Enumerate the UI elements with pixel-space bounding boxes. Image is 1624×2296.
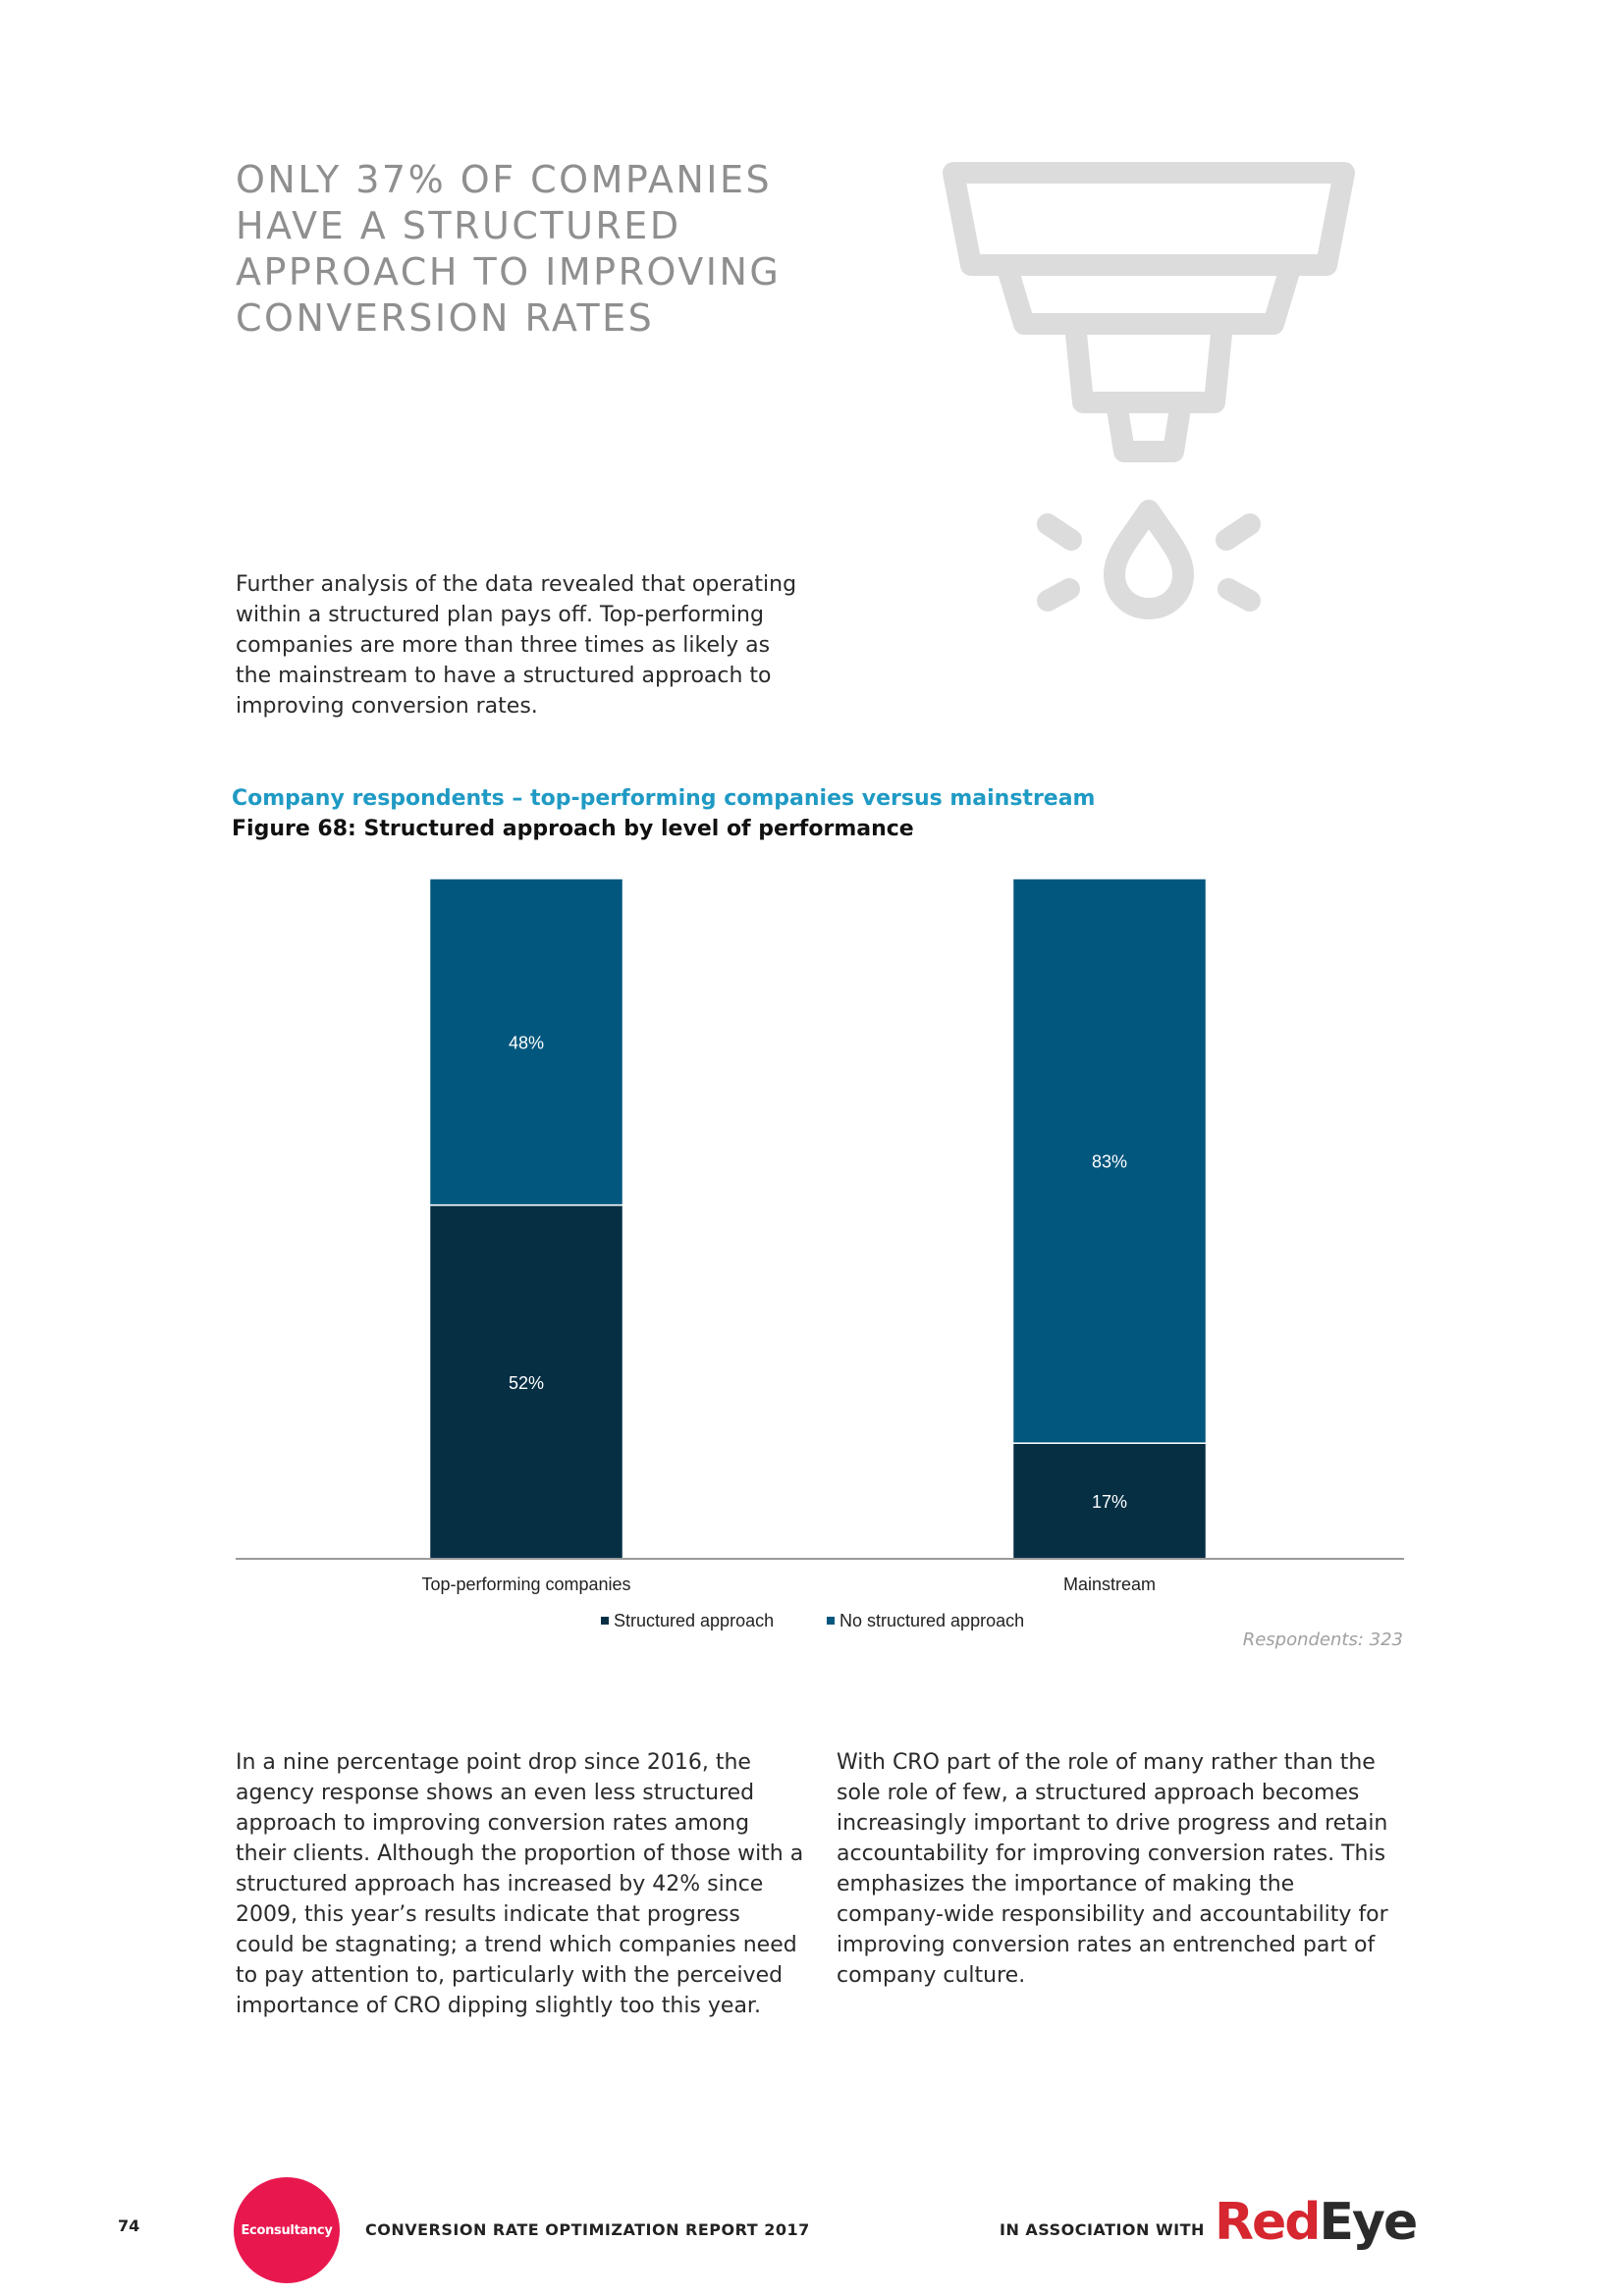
legend-label-2: No structured approach: [839, 1611, 1025, 1630]
association-label: IN ASSOCIATION WITH: [1000, 2220, 1205, 2239]
funnel-drop-icon: [938, 157, 1360, 628]
intro-paragraph: Further analysis of the data revealed that operating within a structured plan pays off. Top-performing companies are more than three times as likely as the mainstream to have a structured approach to improving conversion rates.: [236, 572, 797, 719]
bar-segment-no-structured-1: [430, 879, 623, 1205]
data-label-structured-1: 52%: [508, 1372, 545, 1393]
x-tick-label-1: Top-performing companies: [421, 1575, 631, 1594]
x-tick-label-2: Mainstream: [1062, 1575, 1157, 1594]
redeye-logo: [1215, 2193, 1416, 2252]
legend-swatch-2: [827, 1617, 835, 1625]
figure-title: Figure 68: Structured approach by level of performance: [232, 817, 914, 841]
redeye-logo-red: Red: [1215, 2193, 1320, 2252]
redeye-logo-eye: Eye: [1319, 2193, 1417, 2252]
data-label-structured-2: 17%: [1091, 1492, 1128, 1513]
data-label-no-structured-1: 48%: [508, 1033, 545, 1053]
report-title: CONVERSION RATE OPTIMIZATION REPORT 2017: [365, 2220, 810, 2239]
bar-segment-structured-1: [430, 1205, 623, 1559]
page-headline: ONLY 37% OF COMPANIES HAVE A STRUCTURED APPROACH TO IMPROVING CONVERSION RATES: [236, 158, 782, 340]
legend-label-1: Structured approach: [614, 1611, 775, 1630]
body-right-column: With CRO part of the role of many rather than the sole role of few, a structured approach becomes increasingly important to drive progress and retain accountability for improving conversion rates. This emphasizes the importance of making the company-wide responsibility and accountability for improving conversion rates an entrenched part of company culture.: [837, 1750, 1388, 1988]
data-label-no-structured-2: 83%: [1091, 1151, 1128, 1172]
econsultancy-logo: [234, 2177, 340, 2283]
legend-swatch-1: [601, 1617, 609, 1625]
page-number: 74: [118, 2216, 140, 2235]
bar-segment-structured-2: [1013, 1443, 1207, 1559]
figure-subtitle: Company respondents – top-performing companies versus mainstream: [232, 786, 1096, 811]
body-left-column: In a nine percentage point drop since 2016, the agency response shows an even less structured approach to improving conversion rates among their clients. Although the proportion of those with a structured approach has increased by 42% since 2009, this year’s results indicate that progress could be stagnating; a trend which companies need to pay attention to, particularly with the perceived importance of CRO dipping slightly too this year.: [236, 1750, 804, 2018]
respondents-note: Respondents: 323: [1242, 1629, 1403, 1650]
econsultancy-logo-text: Econsultancy: [241, 2222, 333, 2238]
bar-segment-no-structured-2: [1013, 879, 1207, 1443]
